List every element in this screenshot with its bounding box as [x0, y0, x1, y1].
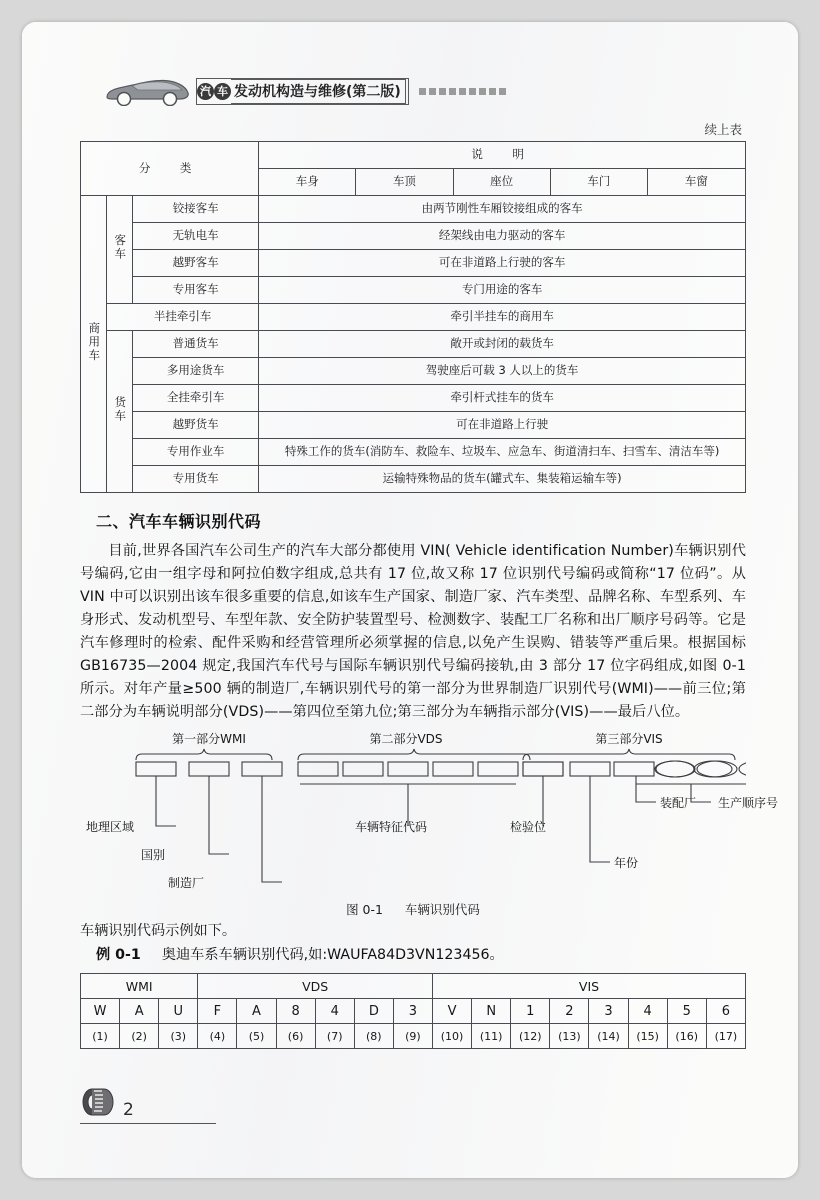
vin-position: (16): [667, 1024, 706, 1049]
figure-part-label-vis: 第三部分VIS: [595, 732, 663, 746]
vin-position: (14): [589, 1024, 628, 1049]
vin-position: (4): [198, 1024, 237, 1049]
vehicle-name: 无轨电车: [133, 223, 259, 250]
vehicle-name: 专用作业车: [133, 439, 259, 466]
table-row: [81, 277, 746, 304]
table-row: [81, 385, 746, 412]
section-paragraph: 目前,世界各国汽车公司生产的汽车大部分都使用 VIN( Vehicle identification Number)车辆识别代号编码,它由一组字母和阿拉伯数字组成,总共有 17 位,故又称 17 位识别代号编码或简称“17 位码”。从 VIN 中可以识别出该车很多重要的信息,如该车生产国家、制造厂家、汽车类型、品牌名称、车型系列、车身形式、发动机型号、车型年款、安全防护装置型号、检测数字、装配工厂名称和出厂顺序号码等。它是汽车修理时的检索、配件采购和经营管理所必须掌握的信息,以免产生误购、错装等严重后果。根据国标 GB16735—2004 规定,我国汽车代号与国际车辆识别代号编码接轨,由 3 部分 17 位字码组成,如图 0-1 所示。对年产量≥500 辆的制造厂,车辆识别代号的第一部分为世界制造厂识别代号(WMI)——前三位;第二部分为车辆说明部分(VDS)——第四位至第九位;第三部分为车辆指示部分(VIS)——最后八位。: [80, 543, 746, 720]
vehicle-name: 越野客车: [133, 250, 259, 277]
vin-char: 4: [628, 999, 667, 1024]
vehicle-name: 普通货车: [133, 331, 259, 358]
header-decor-squares: [419, 88, 506, 95]
vin-position: (10): [433, 1024, 472, 1049]
vehicle-desc: 由两节刚性车厢铰接组成的客车: [259, 196, 746, 223]
book-page: [22, 22, 798, 1178]
vehicle-name: 专用客车: [133, 277, 259, 304]
header-title-text: 发动机构造与维修(第二版): [231, 79, 406, 104]
badge-char-1: 汽: [197, 83, 214, 100]
vin-char: 6: [706, 999, 745, 1024]
vehicle-name: 全挂牵引车: [133, 385, 259, 412]
vin-group-row: [81, 974, 746, 999]
vin-position: (5): [237, 1024, 276, 1049]
vehicle-desc: 牵引半挂车的商用车: [259, 304, 746, 331]
vin-position: (12): [511, 1024, 550, 1049]
desc-header-cell: 说 明: [259, 142, 746, 169]
subgroup-label-truck: 货车: [107, 331, 133, 493]
vehicle-desc: 可在非道路上行驶: [259, 412, 746, 439]
example-lead-in: 车辆识别代码示例如下。: [80, 923, 237, 939]
car-silhouette-icon: [104, 76, 190, 110]
vin-char: 1: [511, 999, 550, 1024]
running-header: [80, 72, 746, 114]
vin-position: (2): [120, 1024, 159, 1049]
table-row: [81, 439, 746, 466]
figure-part-label-vds: 第二部分VDS: [369, 732, 443, 746]
subgroup-label-bus: 客车: [107, 196, 133, 304]
figure-callout-assembly-plant: 装配厂: [660, 796, 697, 810]
example-line: [96, 944, 746, 966]
figure-callout-country: 国别: [141, 848, 166, 862]
vin-position: (9): [393, 1024, 432, 1049]
vin-group-vis: VIS: [433, 974, 746, 999]
vin-position: (13): [550, 1024, 589, 1049]
vin-position: (6): [276, 1024, 315, 1049]
example-text: 奥迪车系车辆识别代码,如:WAUFA84D3VN123456。: [161, 947, 504, 963]
vin-char: 3: [393, 999, 432, 1024]
vin-breakdown-table: [80, 973, 746, 1049]
vin-char: 2: [550, 999, 589, 1024]
table-row: [81, 196, 746, 223]
vehicle-desc: 专门用途的客车: [259, 277, 746, 304]
table-row: [81, 466, 746, 493]
footer-rule: [80, 1123, 216, 1124]
vin-char: F: [198, 999, 237, 1024]
vin-char: W: [81, 999, 120, 1024]
desc-subheader-body: 车身: [259, 169, 356, 196]
vin-position: (17): [706, 1024, 745, 1049]
table-row: [81, 223, 746, 250]
figure-part-label-wmi: 第一部分WMI: [172, 732, 246, 746]
figure-caption-number: 图 0-1: [346, 902, 383, 917]
class-header-cell: 分 类: [81, 142, 259, 196]
desc-subheader-seat: 座位: [453, 169, 550, 196]
group-label-commercial: 商用车: [81, 196, 107, 493]
vehicle-desc: 可在非道路上行驶的客车: [259, 250, 746, 277]
figure-callout-region: 地理区域: [86, 820, 135, 834]
vin-char: A: [120, 999, 159, 1024]
table-row: [81, 358, 746, 385]
vehicle-desc: 特殊工作的货车(消防车、救险车、垃圾车、应急车、街道清扫车、扫雪车、清洁车等): [259, 439, 746, 466]
vin-position: (3): [159, 1024, 198, 1049]
vin-group-wmi: WMI: [81, 974, 198, 999]
vehicle-name: 专用货车: [133, 466, 259, 493]
vehicle-desc: 牵引杆式挂车的货车: [259, 385, 746, 412]
desc-subheader-door: 车门: [550, 169, 647, 196]
vin-position: (8): [354, 1024, 393, 1049]
vin-char: D: [354, 999, 393, 1024]
vin-char: N: [472, 999, 511, 1024]
table-continued-label: 续上表: [704, 122, 742, 137]
vin-char: V: [433, 999, 472, 1024]
vin-position: (11): [472, 1024, 511, 1049]
page-footer: [80, 1086, 134, 1122]
page-number: 2: [123, 1100, 134, 1120]
vehicle-name: 越野货车: [133, 412, 259, 439]
vin-char: 3: [589, 999, 628, 1024]
header-title-badge: [196, 78, 506, 105]
vehicle-name: 多用途货车: [133, 358, 259, 385]
tire-icon: [80, 1086, 114, 1122]
classification-table: [80, 141, 746, 493]
vehicle-name: 半挂牵引车: [107, 304, 259, 331]
figure-callout-check-digit: 检验位: [510, 820, 547, 834]
vehicle-desc: 运输特殊物品的货车(罐式车、集装箱运输车等): [259, 466, 746, 493]
figure-callout-manufacturer: 制造厂: [168, 876, 205, 890]
vin-position: (15): [628, 1024, 667, 1049]
section-heading: 二、汽车车辆识别代码: [96, 512, 262, 531]
desc-subheader-roof: 车顶: [356, 169, 453, 196]
vehicle-desc: 驾驶座后可载 3 人以上的货车: [259, 358, 746, 385]
vin-group-vds: VDS: [198, 974, 433, 999]
table-row: [81, 331, 746, 358]
figure-caption: [80, 900, 746, 918]
vin-char: A: [237, 999, 276, 1024]
vin-char: U: [159, 999, 198, 1024]
badge-char-2: 车: [214, 83, 231, 100]
vin-char: 8: [276, 999, 315, 1024]
vin-position: (1): [81, 1024, 120, 1049]
desc-subheader-window: 车窗: [647, 169, 745, 196]
table-row: [81, 304, 746, 331]
vehicle-desc: 敞开或封闭的载货车: [259, 331, 746, 358]
vehicle-desc: 经架线由电力驱动的客车: [259, 223, 746, 250]
figure-callout-feature-code: 车辆特征代码: [355, 820, 428, 834]
table-row: [81, 412, 746, 439]
example-number: 例 0-1: [96, 947, 141, 963]
figure-callout-year: 年份: [614, 856, 639, 870]
vin-character-row: [81, 999, 746, 1024]
vin-structure-figure: [80, 730, 779, 918]
page-content: [80, 72, 779, 1049]
table-header-row: [81, 142, 746, 169]
header-title-box: [196, 78, 409, 105]
vin-char: 5: [667, 999, 706, 1024]
vin-position-row: [81, 1024, 746, 1049]
table-row: [81, 250, 746, 277]
figure-caption-text: 车辆识别代码: [404, 902, 480, 917]
vin-char: 4: [315, 999, 354, 1024]
vin-position: (7): [315, 1024, 354, 1049]
figure-callout-serial: 生产顺序号: [718, 796, 779, 810]
vehicle-name: 铰接客车: [133, 196, 259, 223]
